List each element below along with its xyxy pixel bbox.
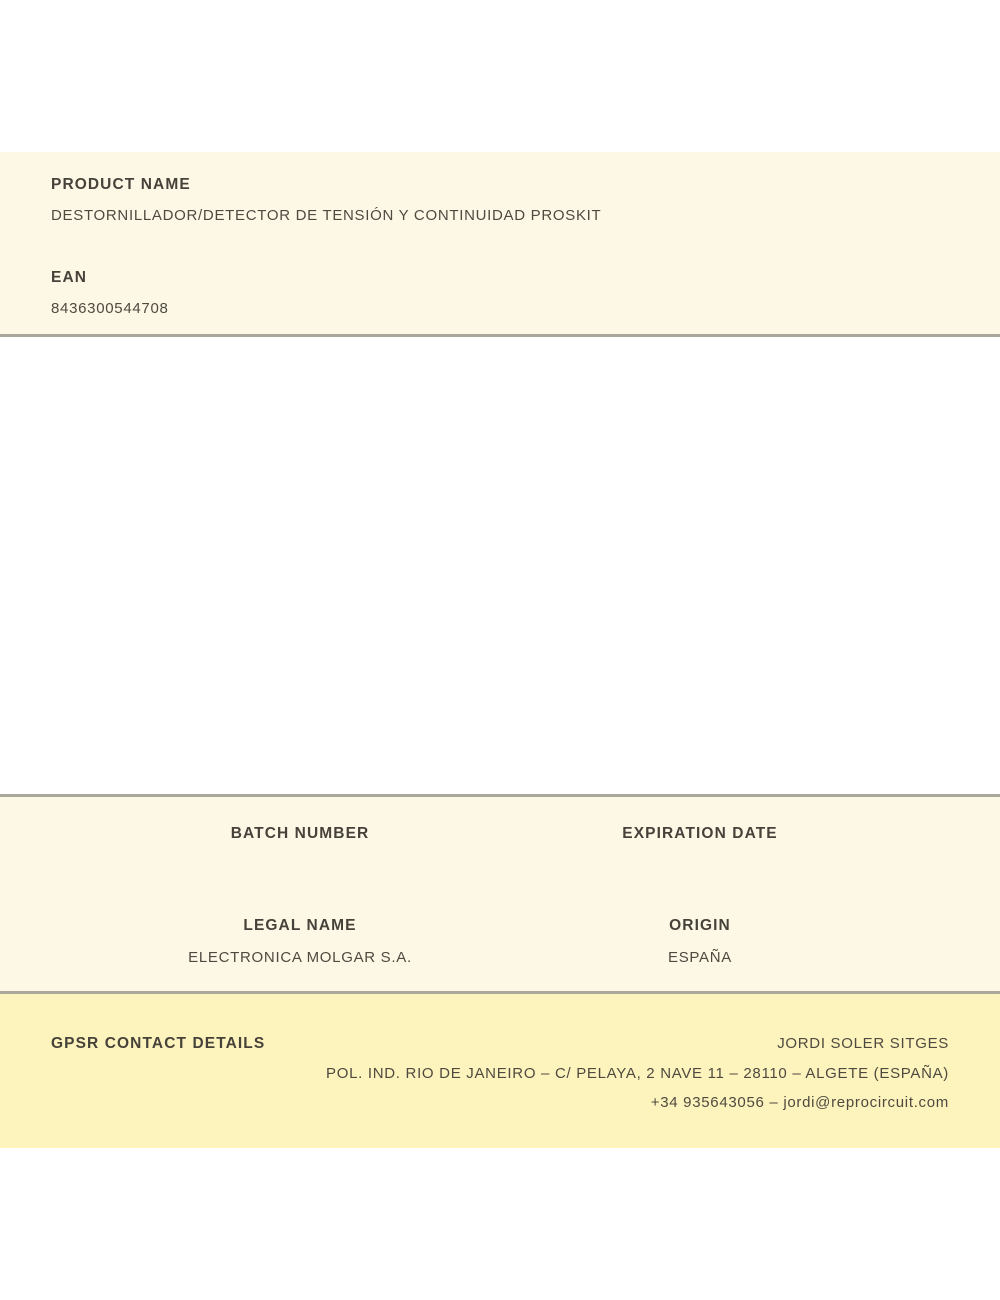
gpsr-contact-label: GPSR CONTACT DETAILS [51, 1035, 266, 1052]
product-panel [0, 152, 1000, 337]
legal-name-value: ELECTRONICA MOLGAR S.A. [188, 949, 412, 966]
batch-expiration-row [100, 825, 900, 843]
contact-header-row [51, 1035, 949, 1053]
contact-phone-email: +34 935643056 – jordi@reprocircuit.com [650, 1094, 949, 1111]
legal-origin-label-row [100, 917, 900, 935]
origin-label: ORIGIN [669, 917, 731, 934]
origin-value: ESPAÑA [668, 949, 732, 966]
legal-origin-value-row [100, 949, 900, 966]
expiration-date-label: EXPIRATION DATE [622, 825, 778, 842]
ean-label: EAN [51, 269, 88, 286]
legal-name-label: LEGAL NAME [243, 917, 357, 934]
product-name-value: DESTORNILLADOR/DETECTOR DE TENSIÓN Y CONTINUIDAD PROSKIT [51, 207, 602, 224]
batch-info-panel [0, 794, 1000, 991]
product-name-label: PRODUCT NAME [51, 176, 191, 193]
ean-value: 8436300544708 [51, 300, 169, 317]
batch-number-label: BATCH NUMBER [230, 825, 370, 842]
contact-person-name: JORDI SOLER SITGES [777, 1035, 949, 1052]
gpsr-contact-panel [0, 991, 1000, 1148]
contact-address: POL. IND. RIO DE JANEIRO – C/ PELAYA, 2 NAVE 11 – 28110 – ALGETE (ESPAÑA) [326, 1065, 949, 1082]
